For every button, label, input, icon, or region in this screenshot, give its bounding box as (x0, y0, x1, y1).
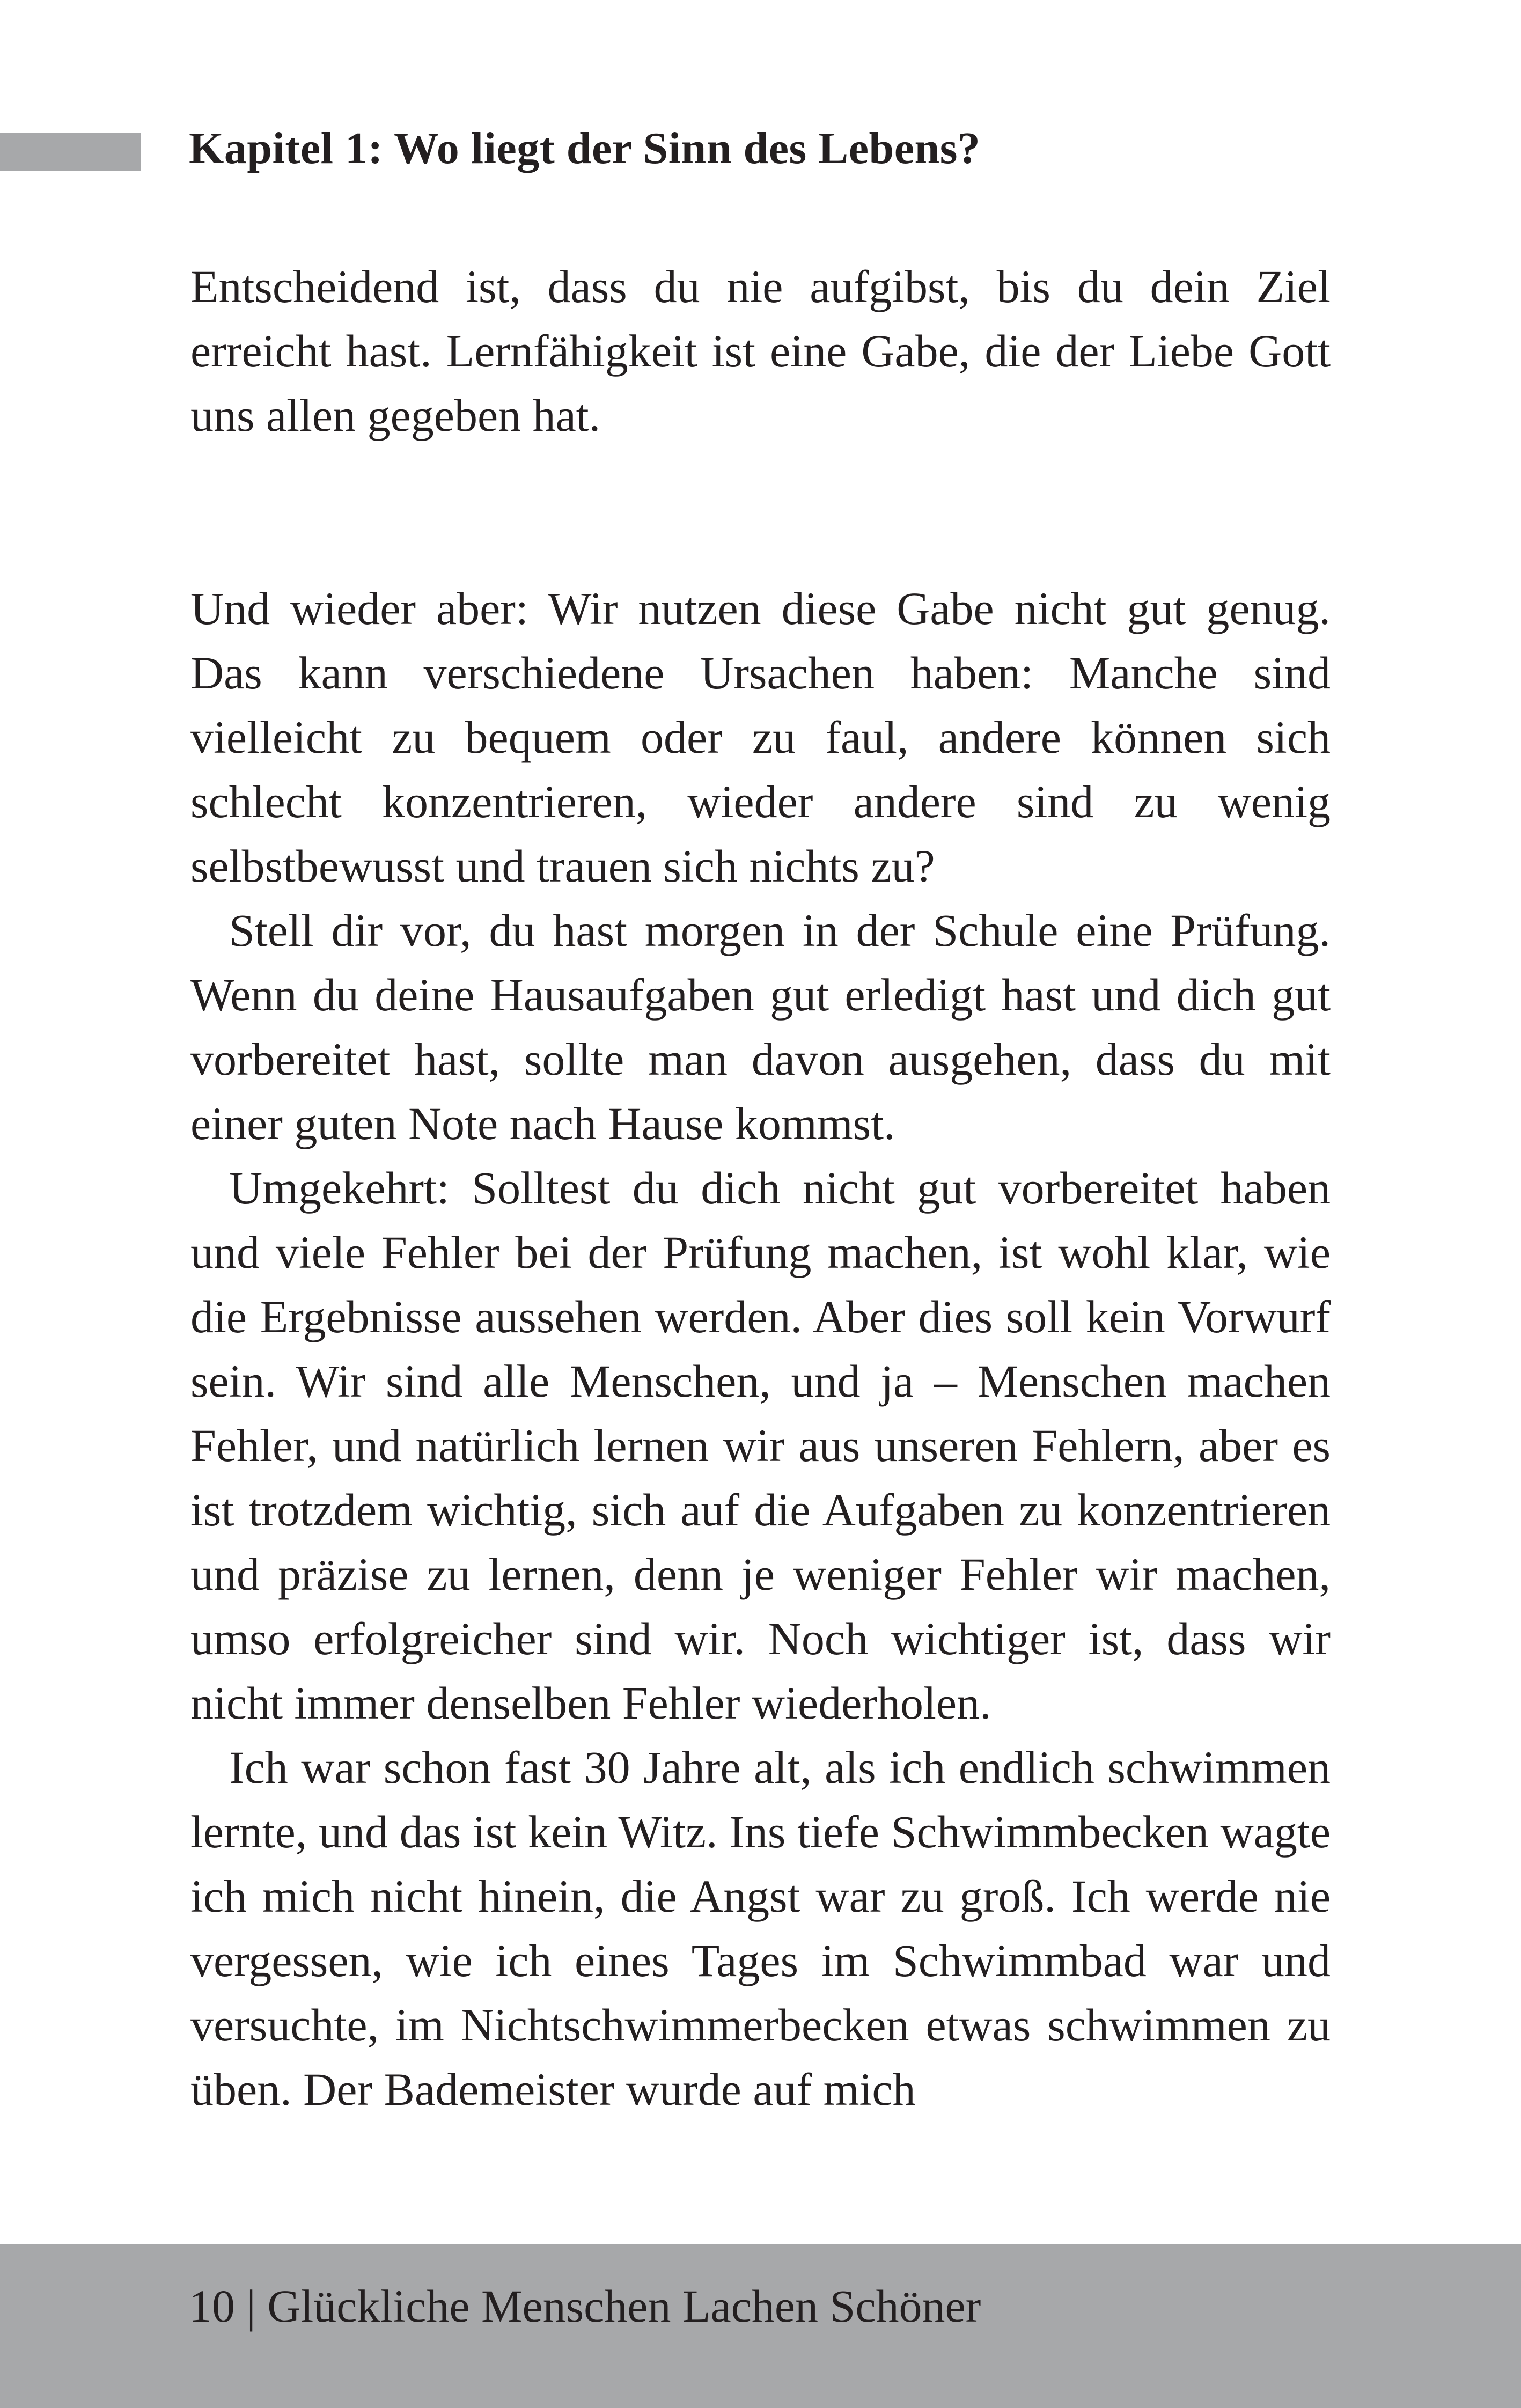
page-footer: 10 | Glückliche Menschen Lachen Schöner (189, 2280, 981, 2332)
paragraph-5: Ich war schon fast 30 Jahre alt, als ich endlich schwimmen lernte, und das ist kein Witz. Ins tiefe Schwimmbecken wagte ich mich nicht hinein, die Angst war zu groß. Ich werde nie vergessen, wie ich eines Tages im Schwimmbad war und versuchte, im Nichtschwimmerbecken etwas schwimmen zu üben. Der Bademeister wurde auf mich (190, 1742, 1331, 2115)
chapter-marker-bar (0, 133, 141, 171)
chapter-title: Kapitel 1: Wo liegt der Sinn des Lebens? (189, 123, 981, 173)
body-text (190, 254, 1331, 2121)
paragraph-3: Stell dir vor, du hast morgen in der Schule eine Prüfung. Wenn du deine Hausaufgaben gut erledigt hast und dich gut vorbereitet hast, sollte man davon ausgehen, dass du mit einer guten Note nach Hause kommst. (190, 905, 1331, 1149)
paragraph-1: Entscheidend ist, dass du nie aufgibst, bis du dein Ziel erreicht hast. Lernfähigkeit ist eine Gabe, die der Liebe Gott uns allen gegeben hat. (190, 261, 1331, 441)
paragraph-2: Und wieder aber: Wir nutzen diese Gabe nicht gut genug. Das kann verschiedene Ursachen haben: Manche sind vielleicht zu bequem oder zu faul, andere können sich schlecht konzentrieren, wieder andere sind zu wenig selbstbewusst und trauen sich nichts zu? (190, 583, 1331, 892)
paragraph-4: Umgekehrt: Solltest du dich nicht gut vorbereitet haben und viele Fehler bei der Prüfung machen, ist wohl klar, wie die Ergebnisse aussehen werden. Aber dies soll kein Vorwurf sein. Wir sind alle Menschen, und ja – Menschen machen Fehler, und natürlich lernen wir aus unseren Fehlern, aber es ist trotzdem wichtig, sich auf die Aufgaben zu konzentrieren und präzise zu lernen, denn je weniger Fehler wir machen, umso erfolgreicher sind wir. Noch wichtiger ist, dass wir nicht immer denselben Fehler wiederholen. (190, 1162, 1331, 1729)
